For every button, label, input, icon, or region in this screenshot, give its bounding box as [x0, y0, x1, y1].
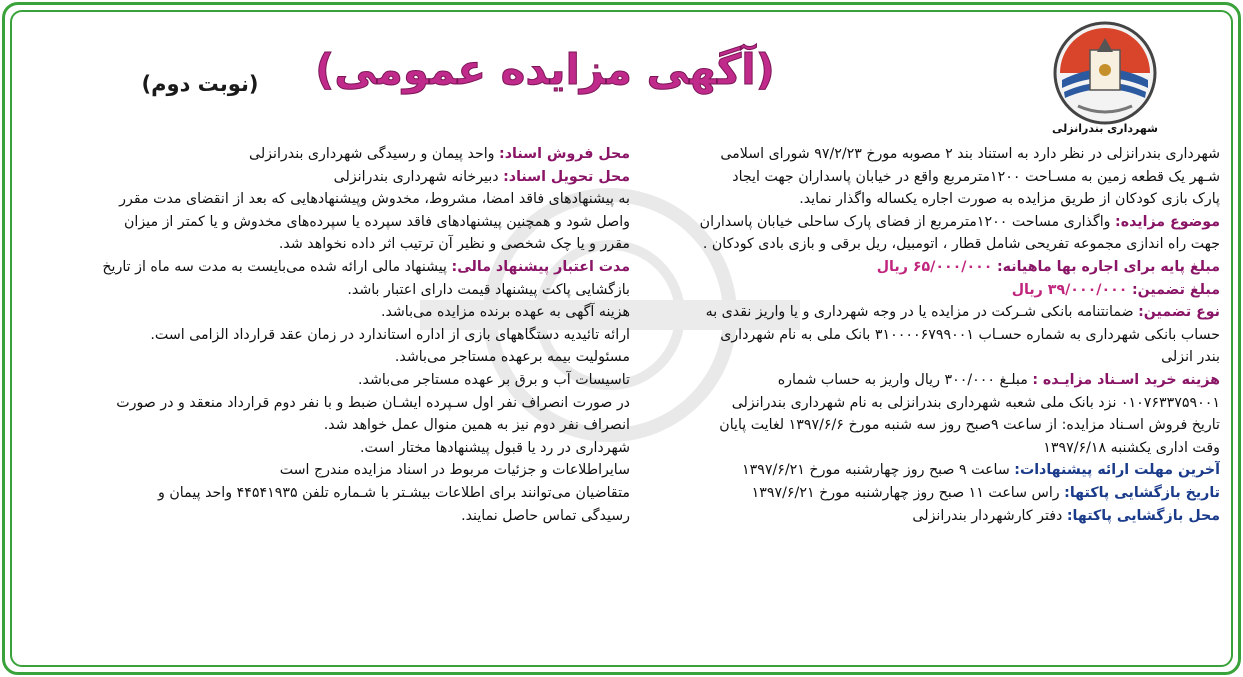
opening-date-row [640, 482, 1220, 505]
deadline-label: آخرین مهلت ارائه پیشنهادات: [1014, 462, 1220, 479]
doc-fee-text: مبلـغ ۳۰۰/۰۰۰ ریال واریز به حساب شماره [777, 371, 1028, 388]
doc-fee-row [640, 369, 1220, 392]
validity-row [22, 256, 630, 279]
sale-place-row [22, 143, 630, 166]
delivery-place-text: دبیرخانه شهرداری بندرانزلی [333, 168, 499, 185]
intro-line: شهرداری بندرانزلی در نظر دارد به استناد بند ۲ مصوبه مورخ ۹۷/۲/۲۳ شورای اسلامی [720, 146, 1220, 162]
note-line: شهرداری در رد یا قبول پیشنهادها مختار است. [360, 439, 630, 456]
subject-text: واگذاری مساحت ۱۲۰۰مترمربع از فضای پارک ساحلی خیابان پاسداران [699, 213, 1111, 230]
guarantee-type-text: ضمانتنامه بانکی شـرکت در مزایده یا در وجه شهرداری و یا واریز نقدی به [705, 304, 1134, 321]
note-line: تاسیسات آب و برق بر عهده مستاجر می‌باشد. [358, 371, 630, 388]
municipality-logo [1050, 18, 1160, 128]
condition-line: به پیشنهادهای فاقد امضا، مشروط، مخدوش وپیشنهادهایی که بعد از انقضای مدت مقرر [119, 191, 630, 208]
guarantee-type-row [640, 301, 1220, 324]
deadline-row [640, 459, 1220, 482]
deadline-text: ساعت ۹ صبح روز چهارشنبه مورخ ۱۳۹۷/۶/۲۱ [742, 462, 1010, 479]
sale-place-label: محل فروش اسناد: [499, 146, 630, 162]
sale-place-text: واحد پیمان و رسیدگی شهرداری بندرانزلی [249, 146, 495, 162]
condition-line: واصل شود و همچنین پیشنهادهای فاقد سپرده یا سپرده‌های مخدوش و یا کمتر از میزان [123, 213, 630, 230]
page-subtitle: (نوبت دوم) [141, 72, 259, 96]
note-line: ارائه تائیدیه دستگاههای بازی از اداره استاندارد در زمان عقد قرارداد الزامی است. [150, 326, 630, 343]
guarantee-type-line: حساب بانکی شهرداری به شماره حسـاب ۳۱۰۰۰۰۶۷۹۹۰۰۱ بانک ملی به نام شهرداری [720, 326, 1220, 343]
sale-date-line: تاریخ فروش اسـناد مزایده: از ساعت ۹صبح روز سه شنبه مورخ ۱۳۹۷/۶/۶ لغایت پایان [719, 417, 1220, 434]
base-rent-value: ۶۵/۰۰۰/۰۰۰ ریال [876, 258, 993, 275]
opening-place-label: محل بازگشایی پاکتها: [1066, 507, 1220, 524]
note-line: سایراطلاعات و جزئیات مربوط در اسناد مزایده مندرج است [279, 462, 630, 479]
note-line: رسیدگی تماس حاصل نمایند. [461, 507, 630, 524]
delivery-place-row [22, 166, 630, 189]
validity-label: مدت اعتبار پیشنهاد مالی: [451, 258, 630, 275]
doc-fee-label: هزینه خرید اسـناد مزایـده : [1032, 371, 1220, 388]
subject-label: موضوع مزایده: [1115, 213, 1220, 230]
logo-caption: شهرداری بندرانزلی [1052, 122, 1158, 135]
sale-date-line: وقت اداری یکشنبه ۱۳۹۷/۶/۱۸ [1043, 439, 1220, 456]
delivery-place-label: محل تحویل اسناد: [503, 168, 630, 185]
subject-text-line: جهت راه اندازی مجموعه تفریحی شامل قطار ، اتومبیل، ریل برقی و بازی بادی کودکان . [702, 236, 1220, 253]
base-rent-label: مبلغ پایه برای اجاره بها ماهیانه: [996, 258, 1220, 275]
note-line: انصراف نفر دوم نیز به همین منوال عمل خواهد شد. [323, 417, 630, 434]
note-line: در صورت انصراف نفر اول سـپرده ایشـان ضبط و با نفر دوم قرارداد منعقد و در صورت [116, 394, 630, 411]
opening-date-text: راس ساعت ۱۱ صبح روز چهارشنبه مورخ ۱۳۹۷/۶/۲۱ [751, 484, 1060, 501]
opening-place-text: دفتر کارشهردار بندرانزلی [912, 507, 1063, 524]
opening-place-row [640, 505, 1220, 528]
guarantee-type-line: بندر انزلی [1161, 349, 1220, 366]
right-column [640, 143, 1220, 527]
note-line: متقاضیان می‌توانند برای اطلاعات بیشـتر با شـماره تلفن ۴۴۵۴۱۹۳۵ واحد پیمان و [158, 484, 630, 501]
validity-text: پیشنهاد مالی ارائه شده می‌بایست به مدت سه ماه از تاریخ [102, 258, 447, 275]
left-column [22, 143, 630, 527]
doc-fee-line: ۰۱۰۷۶۳۳۷۵۹۰۰۱ نزد بانک ملی شعبه شهرداری بندرانزلی به نام شهرداری بندرانزلی [731, 394, 1220, 411]
intro-line: شـهر یک قطعه زمین به مسـاحت ۱۲۰۰مترمربع واقع در خیابان پاسداران جهت ایجاد [732, 168, 1220, 185]
validity-line: بازگشایی پاکت پیشنهاد قیمت دارای اعتبار باشد. [347, 281, 630, 298]
base-rent-row [640, 256, 1220, 279]
page-title: (آگهی مزایده عمومی) [315, 45, 775, 94]
guarantee-type-label: نوع تضمین: [1138, 304, 1220, 321]
guarantee-label: مبلغ تضمین: [1131, 281, 1220, 298]
subject-row [640, 211, 1220, 234]
opening-date-label: تاریخ بازگشایی پاکتها: [1064, 484, 1220, 501]
note-line: مسئولیت بیمه برعهده مستاجر می‌باشد. [394, 349, 630, 366]
intro-line: پارک بازی کودکان از طریق مزایده به صورت اجاره یکساله واگذار نماید. [799, 191, 1220, 208]
note-line: هزینه آگهی به عهده برنده مزایده می‌باشد. [380, 304, 630, 321]
condition-line: مقرر و یا چک شخصی و نظیر آن ترتیب اثر داده نخواهد شد. [278, 236, 630, 253]
guarantee-value: ۳۹/۰۰۰/۰۰۰ ریال [1011, 281, 1128, 298]
guarantee-row [640, 279, 1220, 302]
